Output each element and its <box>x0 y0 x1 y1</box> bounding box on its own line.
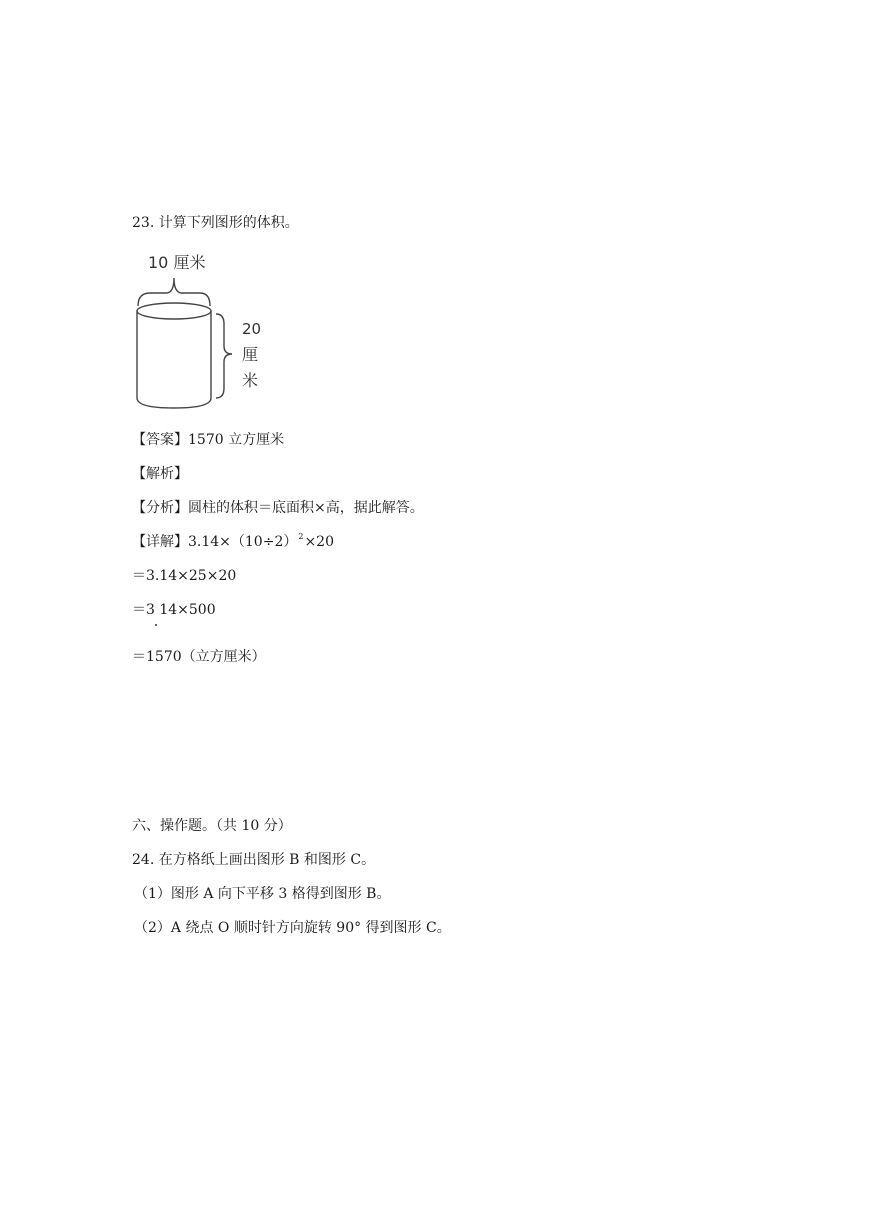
height-brace <box>216 314 232 398</box>
cylinder-figure <box>130 248 270 413</box>
height-label-number: 20 <box>242 320 262 338</box>
top-brace <box>138 278 210 306</box>
step-2: ＝3 14×500 <box>132 602 216 618</box>
fenxi-tag: 【分析】 <box>132 500 188 516</box>
question-24-title: 24. 在方格纸上画出图形 B 和图形 C。 <box>132 852 376 868</box>
step-3: ＝1570（立方厘米） <box>132 649 266 665</box>
cylinder-top-ellipse <box>137 303 211 319</box>
detail-tag: 【详解】 <box>132 534 188 550</box>
fenxi-text: 圆柱的体积＝底面积×高，据此解答。 <box>188 500 424 516</box>
question-23-title: 23. 计算下列图形的体积。 <box>132 215 299 231</box>
detail-superscript: 2 <box>298 532 304 541</box>
answer-tag: 【答案】 <box>132 432 188 448</box>
stray-dot <box>155 624 157 626</box>
cylinder-bottom-arc <box>137 398 211 408</box>
height-label-char-1: 厘 <box>242 345 259 364</box>
question-24-part-1: （1）图形 A 向下平移 3 格得到图形 B。 <box>134 886 391 902</box>
detail-expr-a: 3.14×（10÷2） <box>188 534 298 550</box>
detail-line <box>132 533 334 553</box>
detail-expr-b: ×20 <box>304 534 334 550</box>
question-24-part-2: （2）A 绕点 O 顺时针方向旋转 90° 得到图形 C。 <box>134 920 451 936</box>
diameter-label: 10 厘米 <box>148 253 206 272</box>
fenxi-line <box>132 499 424 517</box>
answer-text: 1570 立方厘米 <box>188 432 285 448</box>
analysis-tag: 【解析】 <box>132 466 188 482</box>
height-label-char-2: 米 <box>242 371 259 390</box>
step-1: ＝3.14×25×20 <box>132 568 237 584</box>
answer-line <box>132 431 284 449</box>
section-6-heading: 六、操作题。（共 10 分） <box>132 818 292 834</box>
